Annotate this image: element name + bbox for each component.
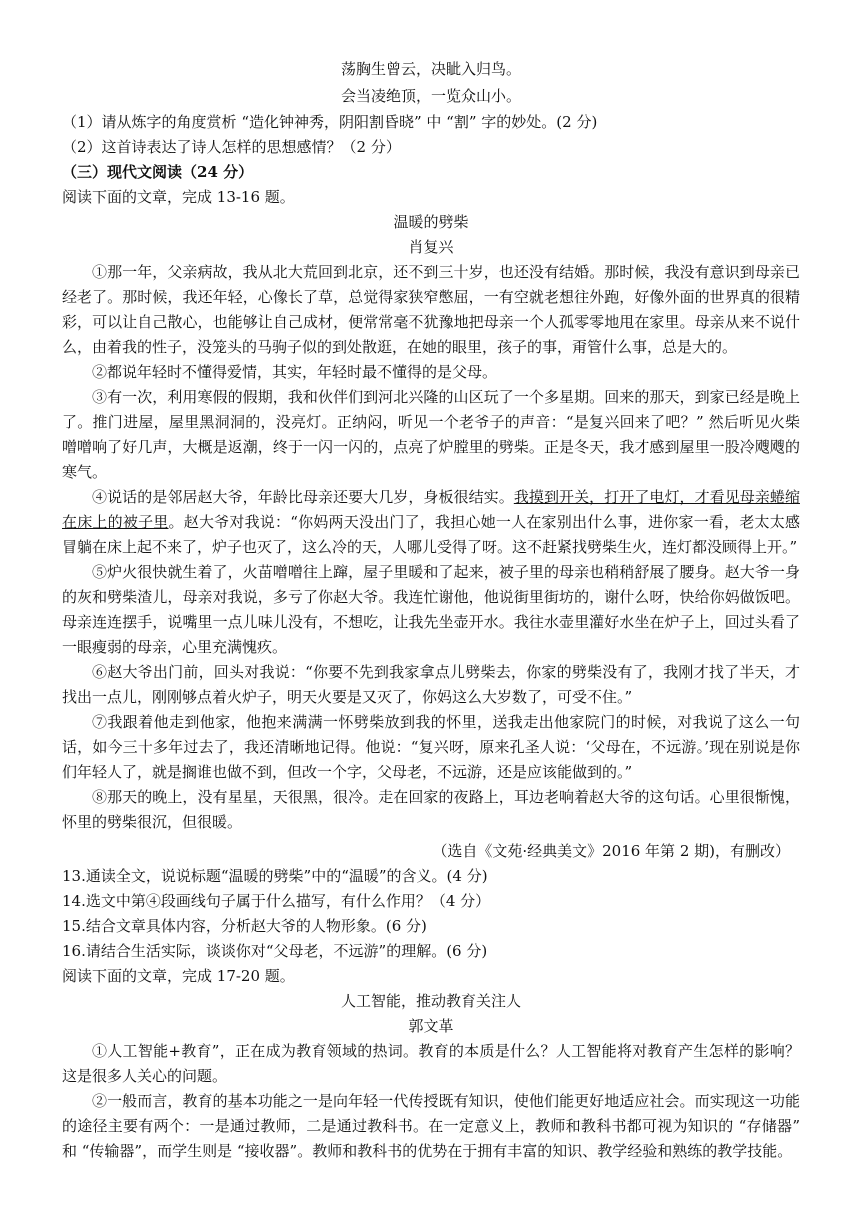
- paragraph: ②都说年轻时不懂得爱情，其实，年轻时最不懂得的是父母。: [92, 363, 498, 381]
- poem-line: 荡胸生曾云，决眦入归鸟。: [340, 60, 521, 78]
- article-author: 郭文革: [408, 1017, 454, 1035]
- paragraph-text: 。赵大爷对我说：“你妈两天没出门了，我担心她一人在家别出什么事，进你家一看，老太太感冒躺在床上起不来了，炉子也灭了，这么冷的天，人哪儿受得了呀。这不赶紧找劈柴生火，连灯都没顾得上开。”: [62, 513, 800, 556]
- reading-instruction: 阅读下面的文章，完成 13-16 题。: [62, 188, 295, 206]
- article-title: 人工智能，推动教育关注人: [340, 992, 521, 1010]
- question: 13.通读全文，说说标题“温暖的劈柴”中的“温暖”的含义。(4 分): [62, 867, 488, 885]
- paragraph: ③有一次，利用寒假的假期，我和伙伴们到河北兴隆的山区玩了一个多星期。回来的那天，到家已经是晚上了。推门进屋，屋里黑洞洞的，没亮灯。正纳闷，听见一个老爷子的声音：“是复兴回来了吧？” 然后听见火柴噌噌响了好几声，大概是返潮，终于一闪一闪的，点亮了炉膛里的劈柴。正是冬天，我才感到屋里一股冷飕飕的寒气。: [62, 388, 800, 481]
- paragraph: ⑦我跟着他走到他家，他抱来满满一怀劈柴放到我的怀里，送我走出他家院门的时候，对我说了这么一句话，如今三十多年过去了，我还清晰地记得。他说：“复兴呀，原来孔圣人说：‘父母在，不远游。’现在别说是你们年轻人了，就是搁谁也做不到，但改一个字，父母老，不远游，还是应该能做到的。”: [62, 713, 800, 781]
- paragraph: ⑤炉火很快就生着了，火苗噌噌往上蹿，屋子里暖和了起来，被子里的母亲也稍稍舒展了腰身。赵大爷一身的灰和劈柴渣儿，母亲对我说，多亏了你赵大爷。我连忙谢他，他说街里街坊的，谢什么呀，快给你妈做饭吧。母亲连连摆手，说嘴里一点儿味儿没有，不想吃，让我先坐壶开水。我往水壶里灌好水坐在炉子上，回过头看了一眼瘦弱的母亲，心里充满愧疚。: [62, 563, 800, 656]
- underlined-sentence: 我摸到开关，打开了电灯，才看见母亲蜷缩在床上的被子里: [62, 488, 800, 531]
- poem-question: （1）请从炼字的角度赏析 “造化钟神秀，阴阳割昏晓” 中 “割” 字的妙处。(2 分): [62, 113, 598, 131]
- question: 15.结合文章具体内容，分析赵大爷的人物形象。(6 分): [62, 917, 427, 935]
- paragraph: ①人工智能+教育”，正在成为教育领域的热词。教育的本质是什么？人工智能将对教育产生怎样的影响？这是很多人关心的问题。: [62, 1042, 800, 1085]
- paragraph-text: ④说话的是邻居赵大爷，年龄比母亲还要大几岁，身板很结实。: [92, 488, 514, 506]
- article-author: 肖复兴: [408, 238, 454, 256]
- question: 16.请结合生活实际，谈谈你对“父母老，不远游”的理解。(6 分): [62, 942, 488, 960]
- paragraph: ⑧那天的晚上，没有星星，天很黑，很冷。走在回家的夜路上，耳边老响着赵大爷的这句话。心里很惭愧，怀里的劈柴很沉，但很暖。: [62, 788, 800, 831]
- document-page: [62, 56, 800, 1164]
- paragraph: ⑥赵大爷出门前，回头对我说：“你要不先到我家拿点儿劈柴去，你家的劈柴没有了，我刚才找了半天，才找出一点儿，刚刚够点着火炉子，明天火要是又灭了，你妈这么大岁数了，可受不住。”: [62, 663, 800, 706]
- reading-instruction: 阅读下面的文章，完成 17-20 题。: [62, 967, 295, 985]
- section-heading: （三）现代文阅读（24 分）: [62, 163, 254, 181]
- article-title: 温暖的劈柴: [393, 213, 469, 231]
- paragraph: ①那一年，父亲病故，我从北大荒回到北京，还不到三十岁，也还没有结婚。那时候，我没有意识到母亲已经老了。那时候，我还年轻，心像长了草，总觉得家狭窄憋屈，一有空就老想往外跑，好像外面的世界真的很精彩，可以让自己散心，也能够让自己成材，便常常毫不犹豫地把母亲一个人孤零零地甩在家里。母亲从来不说什么，由着我的性子，没笼头的马驹子似的到处散逛，在她的眼里，孩子的事，甭管什么事，总是大的。: [62, 263, 800, 356]
- article-source: （选自《文苑·经典美文》2016 年第 2 期)，有删改）: [432, 842, 790, 860]
- question: 14.选文中第④段画线句子属于什么描写，有什么作用？（4 分）: [62, 892, 491, 910]
- paragraph: [62, 485, 800, 560]
- poem-question: （2）这首诗表达了诗人怎样的思想感情？（2 分）: [62, 138, 401, 156]
- poem-line: 会当凌绝顶，一览众山小。: [340, 87, 521, 105]
- paragraph: ②一般而言，教育的基本功能之一是向年轻一代传授既有知识，使他们能更好地适应社会。而实现这一功能的途径主要有两个：一是通过教师，二是通过教科书。在一定意义上，教师和教科书都可视为知识的 “存储器” 和 “传输器”，而学生则是 “接收器”。教师和教科书的优势在于拥有丰富的知识、教学经验和熟练的教学技能。: [62, 1092, 800, 1160]
